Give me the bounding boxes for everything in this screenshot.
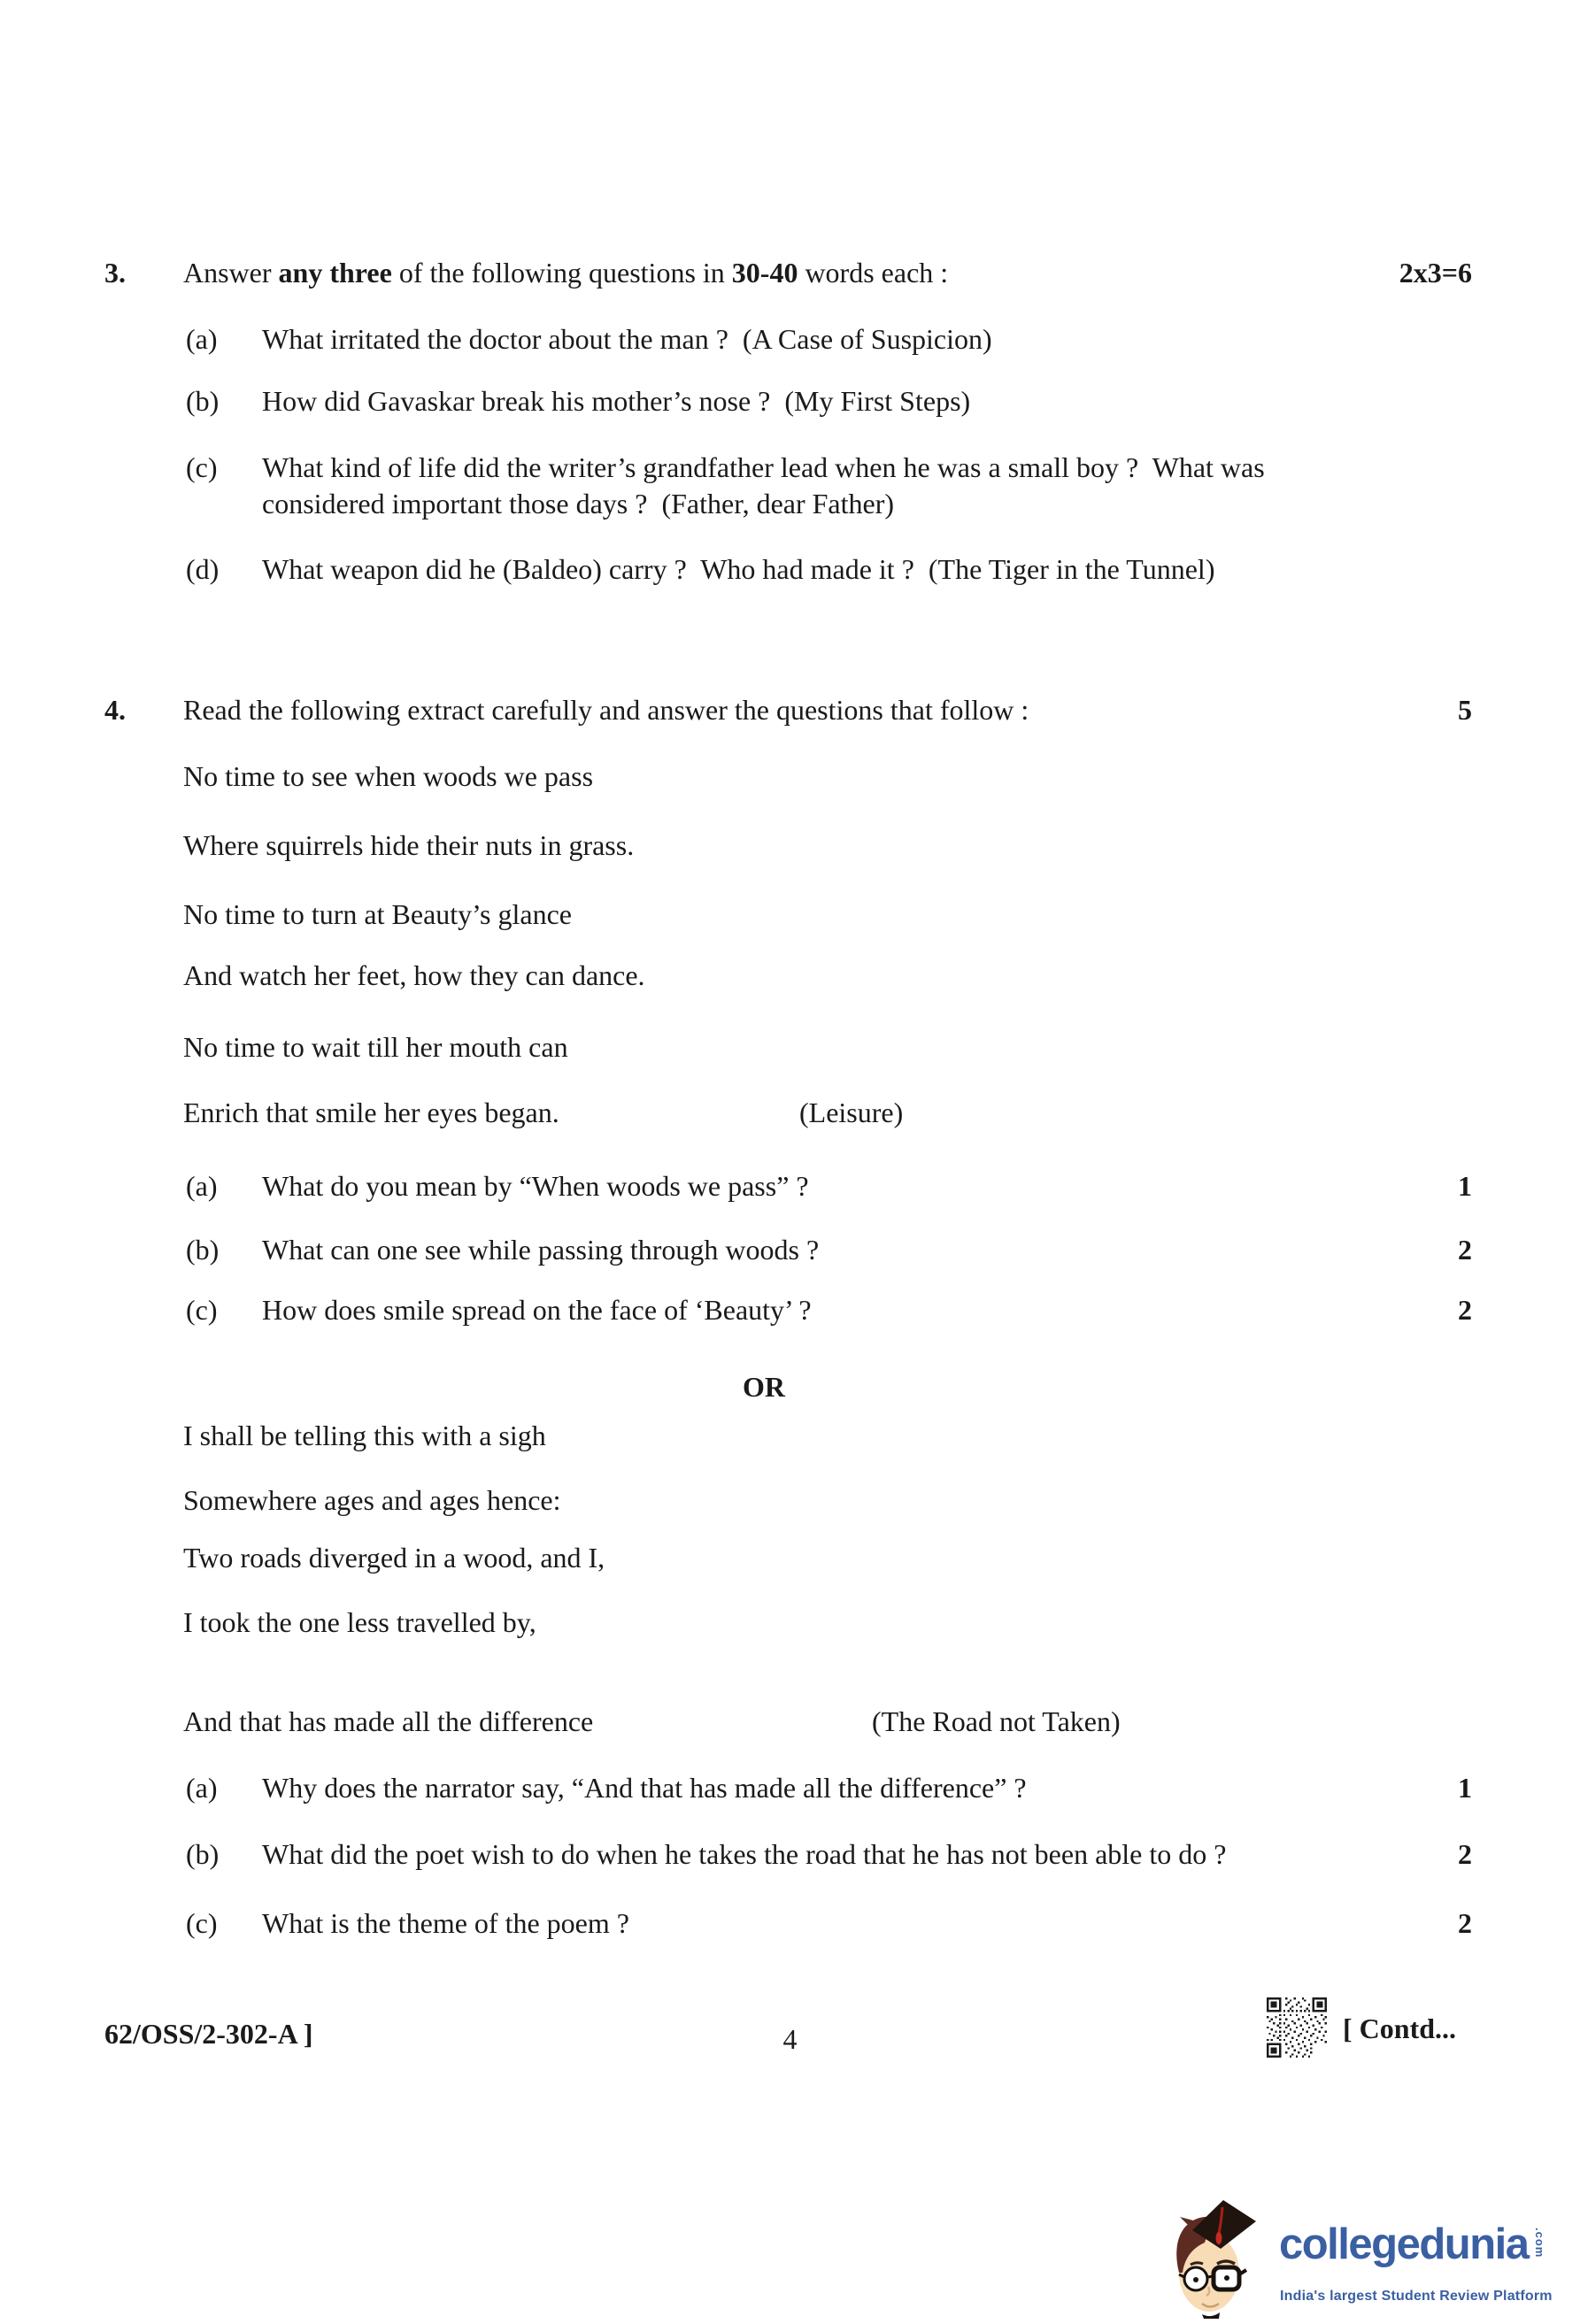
question-3-number: 3.: [104, 257, 126, 289]
sub-question-text: What is the theme of the poem ?: [262, 1907, 629, 1939]
sub-question-marks: 2: [1458, 1234, 1472, 1266]
sub-question-text: How did Gavaskar break his mother’s nose ? (My First Steps): [262, 385, 971, 417]
poem-line-text: Two roads diverged in a wood, and I,: [183, 1542, 605, 1574]
sub-question-marks: 2: [1458, 1838, 1472, 1870]
question-4-marks: 5: [1458, 694, 1472, 726]
sub-question-text: What can one see while passing through woods ?: [262, 1234, 820, 1266]
collegedunia-tld-text: .com: [1533, 2228, 1546, 2259]
footer-paper-code: 62/OSS/2-302-A ]: [104, 2018, 313, 2050]
footer-contd-label: [ Contd...: [1343, 2012, 1457, 2044]
sub-question-text: Why does the narrator say, “And that has made all the difference” ?: [262, 1772, 1027, 1804]
poem-source-title: (The Road not Taken): [872, 1705, 1121, 1737]
sub-question-letter: (b): [186, 1838, 220, 1870]
sub-question-letter: (a): [186, 323, 218, 355]
question-3-text-part: Answer: [183, 257, 279, 289]
sub-question-marks: 2: [1458, 1294, 1472, 1326]
sub-question-text: What weapon did he (Baldeo) carry ? Who had made it ? (The Tiger in the Tunnel): [262, 553, 1215, 585]
poem-line-text: Somewhere ages and ages hence:: [183, 1484, 561, 1516]
sub-question-marks: 1: [1458, 1170, 1472, 1202]
question-3-text-bold: 30-40: [731, 257, 798, 289]
question-3-marks: 2x3=6: [1399, 257, 1472, 289]
poem-line-text: And watch her feet, how they can dance.: [183, 959, 645, 991]
question-4-number: 4.: [104, 694, 126, 726]
question-3-text-bold: any three: [278, 257, 392, 289]
footer-page-number: 4: [782, 2023, 798, 2055]
poem-line-text: I took the one less travelled by,: [183, 1606, 536, 1638]
sub-question-letter: (c): [186, 1294, 218, 1326]
collegedunia-tagline: India's largest Student Review Platform: [1280, 2289, 1553, 2304]
poem-line-text: I shall be telling this with a sigh: [183, 1420, 546, 1451]
poem-line-text: No time to wait till her mouth can: [183, 1031, 568, 1063]
question-4-text: Read the following extract carefully and answer the questions that follow :: [183, 694, 1029, 726]
poem-line-text: Enrich that smile her eyes began.: [183, 1097, 559, 1128]
sub-question-text: What kind of life did the writer’s grandfather lead when he was a small boy ? What was considered important those days ? (Father, dear Father): [262, 451, 1272, 519]
sub-question-letter: (c): [186, 1907, 218, 1939]
sub-question-letter: (a): [186, 1772, 218, 1804]
or-label: OR: [743, 1371, 785, 1403]
poem-source-title: (Leisure): [799, 1097, 904, 1128]
sub-question-text: What do you mean by “When woods we pass” ?: [262, 1170, 809, 1202]
sub-question-letter: (c): [186, 451, 218, 483]
sub-question-letter: (b): [186, 385, 220, 417]
sub-question-marks: 2: [1458, 1907, 1472, 1939]
collegedunia-brand-text: collegedunia: [1279, 2220, 1529, 2268]
poem-line-text: And that has made all the difference: [183, 1705, 594, 1737]
sub-question-marks: 1: [1458, 1772, 1472, 1804]
poem-line-text: Where squirrels hide their nuts in grass.: [183, 829, 635, 861]
poem-line-text: No time to turn at Beauty’s glance: [183, 898, 572, 930]
sub-question-text: What did the poet wish to do when he takes the road that he has not been able to do ?: [262, 1838, 1227, 1870]
sub-question-letter: (a): [186, 1170, 218, 1202]
question-3-text: [183, 255, 948, 291]
collegedunia-mascot-icon: [1168, 2184, 1257, 2319]
sub-question-text: What irritated the doctor about the man ? (A Case of Suspicion): [262, 323, 992, 355]
collegedunia-logo: [1167, 2177, 1580, 2324]
question-3-text-part: words each :: [798, 257, 949, 289]
sub-question-letter: (d): [186, 553, 220, 585]
sub-question-letter: (b): [186, 1234, 220, 1266]
sub-question-text: How does smile spread on the face of ‘Beauty’ ?: [262, 1294, 812, 1326]
question-3-text-part: of the following questions in: [391, 257, 732, 289]
poem-line-text: No time to see when woods we pass: [183, 760, 594, 792]
